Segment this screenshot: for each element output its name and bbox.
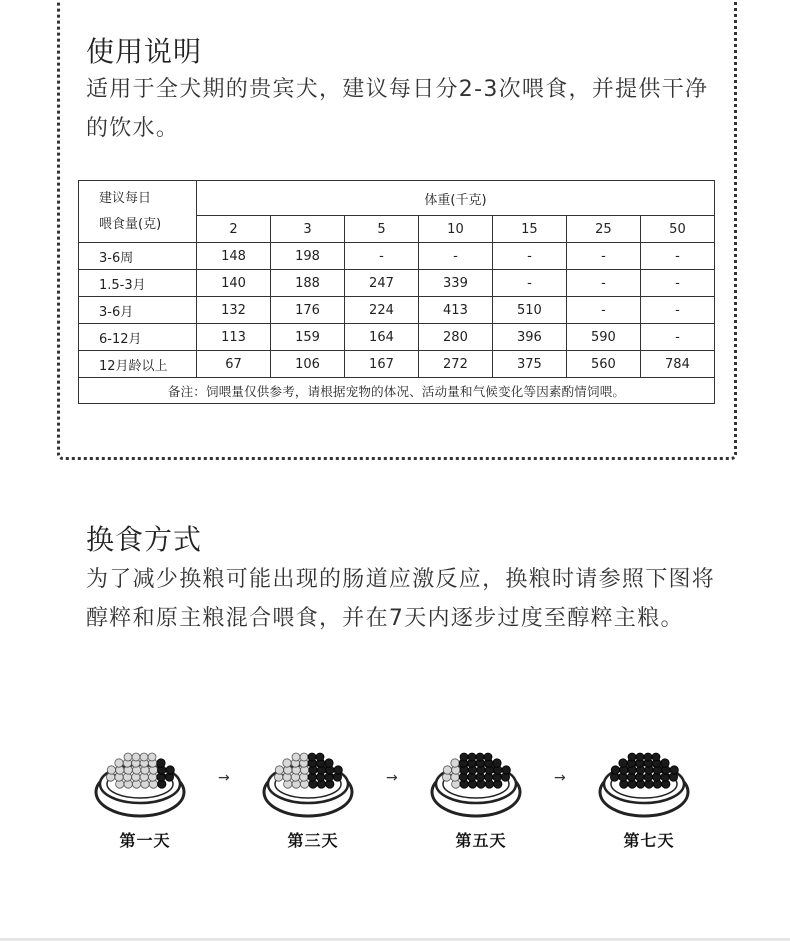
amount-cell: 339: [418, 270, 492, 297]
usage-description: 适用于全犬期的贵宾犬，建议每日分2-3次喂食，并提供干净的饮水。: [86, 77, 709, 141]
age-cell: 12月龄以上: [79, 351, 197, 378]
weight-cell: 25: [566, 216, 640, 243]
food-bowl-icon: [248, 740, 378, 830]
step-label: 第一天: [119, 831, 171, 850]
step-label: 第五天: [455, 831, 507, 850]
age-cell: 1.5-3月: [79, 270, 197, 297]
amount-cell: -: [566, 243, 640, 270]
feeding-table: [78, 180, 715, 404]
arrow-icon: →: [386, 770, 398, 786]
amount-cell: 247: [344, 270, 418, 297]
amount-cell: 396: [492, 324, 566, 351]
amount-cell: 272: [418, 351, 492, 378]
arrow-icon: →: [218, 770, 230, 786]
amount-cell: 510: [492, 297, 566, 324]
amount-cell: 280: [418, 324, 492, 351]
food-bowl-icon: [80, 740, 210, 830]
amount-cell: -: [640, 297, 714, 324]
age-cell: 6-12月: [79, 324, 197, 351]
table-corner-header: [79, 181, 197, 243]
weight-cell: 50: [640, 216, 714, 243]
amount-cell: 148: [197, 243, 271, 270]
amount-cell: -: [418, 243, 492, 270]
amount-cell: -: [492, 270, 566, 297]
weight-header: 体重(千克): [197, 181, 715, 216]
amount-cell: -: [566, 297, 640, 324]
amount-cell: -: [492, 243, 566, 270]
amount-cell: 224: [344, 297, 418, 324]
step-day-5: [416, 720, 546, 860]
table-row: [79, 270, 715, 297]
transition-steps: [0, 720, 790, 880]
weight-cell: 5: [344, 216, 418, 243]
weight-cell: 15: [492, 216, 566, 243]
age-cell: 3-6月: [79, 297, 197, 324]
weight-cell: 3: [270, 216, 344, 243]
amount-cell: 67: [197, 351, 271, 378]
switching-description: 为了减少换粮可能出现的肠道应激反应，换粮时请参照下图将醇粹和原主粮混合喂食，并在7天内逐步过度至醇粹主粮。: [86, 567, 716, 631]
amount-cell: 176: [270, 297, 344, 324]
table-row: [79, 324, 715, 351]
amount-cell: 188: [270, 270, 344, 297]
step-day-3: [248, 720, 378, 860]
amount-cell: 159: [270, 324, 344, 351]
amount-cell: -: [640, 243, 714, 270]
step-label: 第七天: [623, 831, 675, 850]
amount-cell: 560: [566, 351, 640, 378]
amount-cell: 132: [197, 297, 271, 324]
table-row: [79, 351, 715, 378]
weight-cell: 2: [197, 216, 271, 243]
food-bowl-icon: [416, 740, 546, 830]
amount-cell: -: [344, 243, 418, 270]
amount-cell: -: [640, 324, 714, 351]
switching-title: 换食方式: [86, 523, 203, 556]
corner-line-1: 建议每日: [99, 190, 152, 206]
amount-cell: 784: [640, 351, 714, 378]
table-row: [79, 243, 715, 270]
age-cell: 3-6周: [79, 243, 197, 270]
amount-cell: -: [566, 270, 640, 297]
table-row: [79, 297, 715, 324]
amount-cell: -: [640, 270, 714, 297]
amount-cell: 140: [197, 270, 271, 297]
step-day-7: [584, 720, 714, 860]
step-label: 第三天: [287, 831, 339, 850]
amount-cell: 113: [197, 324, 271, 351]
step-day-1: [80, 720, 210, 860]
amount-cell: 164: [344, 324, 418, 351]
food-bowl-icon: [584, 740, 714, 830]
amount-cell: 198: [270, 243, 344, 270]
amount-cell: 106: [270, 351, 344, 378]
weight-cell: 10: [418, 216, 492, 243]
amount-cell: 413: [418, 297, 492, 324]
arrow-icon: →: [554, 770, 566, 786]
amount-cell: 375: [492, 351, 566, 378]
table-note: 备注：饲喂量仅供参考，请根据宠物的体况、活动量和气候变化等因素酌情饲喂。: [79, 378, 715, 404]
corner-line-2: 喂食量(克): [99, 216, 162, 232]
usage-title: 使用说明: [86, 35, 203, 68]
amount-cell: 590: [566, 324, 640, 351]
amount-cell: 167: [344, 351, 418, 378]
